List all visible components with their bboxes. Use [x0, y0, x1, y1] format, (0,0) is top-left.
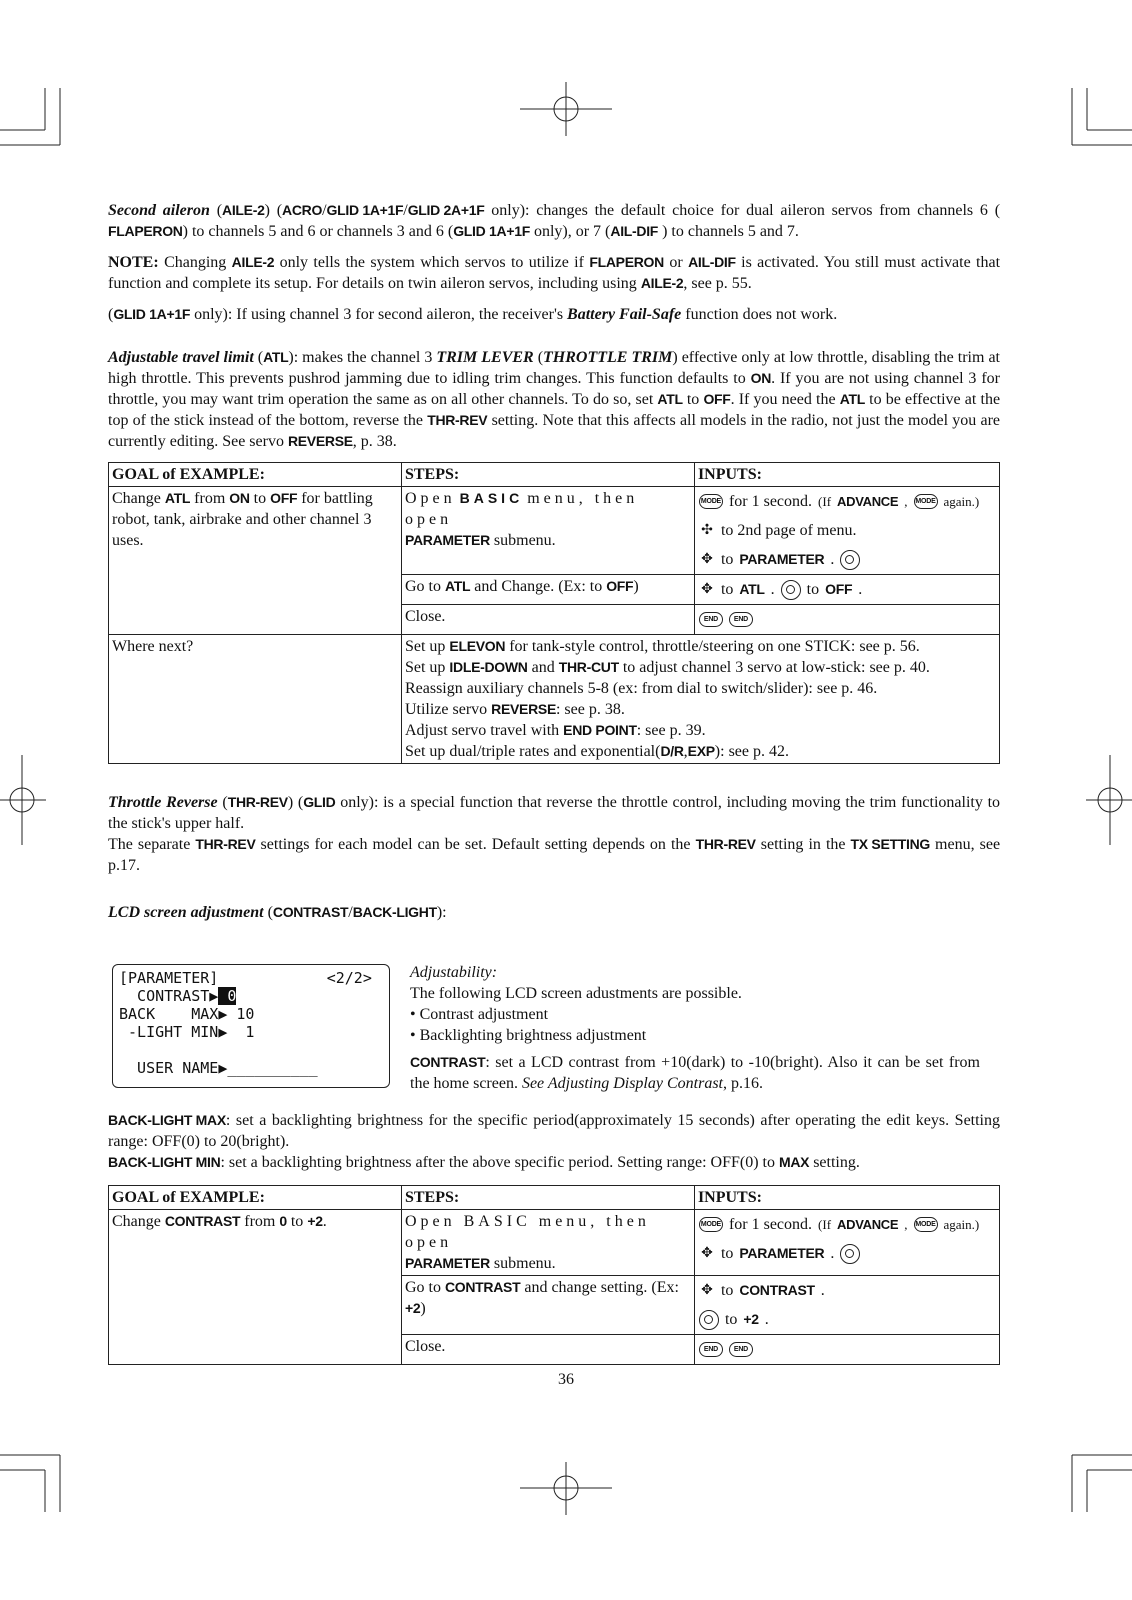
body-text: , p. 38. — [352, 433, 397, 450]
body-text: to — [720, 581, 734, 598]
body-text: Change — [112, 1213, 161, 1230]
keyword: FLAPERON — [108, 223, 183, 239]
page-number: 36 — [558, 1371, 574, 1388]
keyword: PARAMETER — [404, 532, 490, 548]
input-cell: ✥ to ATL . to OFF . — [694, 575, 999, 605]
body-text: to be effective at the top of the stick instead of the bottom, reverse the — [108, 391, 1001, 429]
dial-press-icon — [840, 550, 860, 570]
keyword: AILE-2 — [231, 254, 275, 270]
body-text: for battling robot, tank, airbrake and other channel 3 uses. — [112, 490, 373, 549]
body-text: to — [720, 1245, 734, 1262]
keyword: GLID 1A+1F — [113, 306, 191, 322]
step-cell — [401, 575, 694, 605]
body-text: only tells the system which servos to utilize if — [279, 254, 584, 271]
contrast-description — [410, 1052, 980, 1094]
bullet-item: • Backlighting brightness adjustment — [410, 1027, 647, 1044]
contrast-example-table — [108, 1185, 1000, 1365]
body-text: setting in the — [760, 836, 846, 853]
body-text: ): makes the channel 3 — [288, 349, 433, 366]
next-steps-cell: Set up ELEVON for tank-style control, throttle/steering on one STICK: see p. 56. Set up IDLE-DOWN and THR-CUT to adjust channel 3 servo at low-stick: see p. 40. Reassign auxiliary channels 5-8 (ex: from dial to switch/slider): see p. 46. Utilize servo REVERSE: see p. 38. Adjust servo travel with END POINT: see p. 39. Set up dual/triple rates and exponential(D/R,EXP): see p. 42. — [401, 635, 999, 764]
keyword: ATL — [164, 490, 191, 506]
body-text: setting. Note that this affects all models in the radio, not just the model you are currently editing. See servo — [108, 412, 1001, 450]
keyword: AILE-2 — [222, 202, 265, 218]
body-text: (If — [818, 494, 832, 509]
body-text: : see p. 39. — [636, 722, 706, 739]
lcd-contrast-value: 0 — [218, 987, 237, 1005]
keyword: ON — [750, 370, 772, 386]
body-text: Go to — [404, 1279, 441, 1296]
keyword: CONTRAST — [164, 1213, 241, 1229]
input-cell — [694, 1335, 999, 1365]
body-text: Open — [404, 490, 456, 507]
step-cell: Close. — [401, 605, 694, 635]
keyword: ATL — [444, 578, 471, 594]
body-text: ) — [420, 1300, 426, 1317]
body-text: to — [724, 1311, 738, 1328]
keyword: PARAMETER — [404, 1255, 490, 1271]
table-header: INPUTS: — [694, 463, 999, 487]
dial-icon — [781, 580, 801, 600]
body-text: : set a backlighting brightness after the above specific period. Setting range: OFF(0) to — [220, 1154, 775, 1171]
body-text: function does not work. — [685, 306, 838, 323]
end-button-icon: END — [729, 612, 753, 627]
body-text: again.) — [943, 1217, 980, 1232]
keyword: BACK-LIGHT — [352, 904, 437, 920]
section-title: Adjustable travel limit — [108, 349, 254, 366]
keyword: PARAMETER — [739, 1245, 825, 1261]
body-text: from — [244, 1213, 276, 1230]
table-row — [109, 1210, 1000, 1276]
adjustability-block — [410, 962, 980, 1094]
keyword: END POINT — [563, 722, 637, 738]
end-button-icon: END — [699, 612, 723, 627]
keyword: GLID — [303, 794, 336, 810]
keyword: BACK-LIGHT MIN — [108, 1154, 221, 1170]
body-text: only): changes the default choice for dual aileron servos from channels 6 ( — [491, 202, 1001, 219]
keyword: OFF — [825, 581, 853, 597]
keyword: PARAMETER — [739, 551, 825, 567]
glid-note-paragraph: (GLID 1A+1F only): If using channel 3 for second aileron, the receiver's Battery Fail-Safe function does not work. — [108, 306, 838, 323]
keyword: ON — [229, 490, 250, 506]
keyword: REVERSE — [287, 433, 353, 449]
body-text: menu, then open — [404, 490, 639, 528]
keyword: AILE-2 — [640, 275, 684, 291]
body-text: menu, see p.17. — [108, 836, 1001, 874]
body-text: settings for each model can be set. Default setting depends on the — [260, 836, 691, 853]
thr-rev-paragraph-2 — [108, 834, 1000, 876]
keyword: ATL — [657, 391, 683, 407]
keyword: ATL — [839, 391, 865, 407]
goal-cell: Where next? — [109, 635, 402, 764]
input-cell: MODE for 1 second. (If ADVANCE , MODE again.) ✣ to 2nd page of menu. ✥ to PARAMETER . — [694, 487, 999, 575]
body-text: Go to — [404, 578, 441, 595]
keyword: THR-REV — [195, 836, 256, 852]
step-cell — [401, 1276, 694, 1335]
backlight-min-description — [108, 1152, 1000, 1173]
body-text: to — [806, 581, 820, 598]
body-text: ): see p. 42. — [714, 743, 789, 760]
keyword: +2 — [743, 1311, 759, 1327]
keyword: TX SETTING — [850, 836, 930, 852]
body-text: Set up — [404, 638, 446, 655]
lcd-backlight-max: BACK MAX▶ 10 — [119, 1005, 255, 1023]
table-header: INPUTS: — [694, 1186, 999, 1210]
body-text: to — [253, 490, 267, 507]
keyword: CONTRAST — [410, 1054, 486, 1070]
keyword: THR-REV — [427, 412, 488, 428]
atl-example-table — [108, 462, 1000, 764]
keyword: CONTRAST — [739, 1282, 815, 1298]
keyword: THR-REV — [227, 794, 288, 810]
keyword: ATL — [263, 349, 289, 365]
keyword: ACRO — [282, 202, 323, 218]
section-title: Throttle Reverse — [108, 794, 218, 811]
keyword: BACK-LIGHT MAX — [108, 1112, 226, 1128]
emphasis: See Adjusting Display Contrast — [521, 1075, 723, 1092]
table-header: STEPS: — [401, 1186, 694, 1210]
body-text: only): If using channel 3 for second aileron, the receiver's — [194, 306, 564, 323]
end-button-icon: END — [699, 1342, 723, 1357]
body-text: ) to channels 5 and 7. — [662, 223, 799, 240]
dpad-icon: ✥ — [701, 581, 713, 597]
note-paragraph — [108, 252, 1000, 294]
dial-icon — [699, 1310, 719, 1330]
keyword: OFF — [703, 391, 731, 407]
table-header-row — [109, 1186, 1000, 1210]
keyword: +2 — [307, 1213, 323, 1229]
body-text: Adjust servo travel with — [404, 722, 560, 739]
dpad-icon: ✥ — [701, 551, 713, 567]
body-text: for tank-style control, throttle/steering on one STICK: see p. 56. — [509, 638, 920, 655]
mode-button-icon: MODE — [914, 1217, 938, 1232]
body-text: . If you need the — [730, 391, 836, 408]
body-text: and — [531, 659, 555, 676]
section-title: LCD screen adjustment — [108, 904, 264, 921]
body-text: to 2nd page of menu. — [720, 522, 857, 539]
body-text: only): is a special function that reverse the throttle control, including moving the trim functionality to the stick's upper half. — [108, 794, 1001, 832]
keyword: ADVANCE — [837, 1217, 899, 1232]
dpad-press-icon: ✣ — [701, 522, 713, 538]
input-cell — [694, 605, 999, 635]
body-text: ) to channels 5 and 6 or channels 3 and 6 ( — [182, 223, 454, 240]
table-row — [109, 635, 1000, 764]
note-label: NOTE: — [108, 254, 159, 271]
table-header: GOAL of EXAMPLE: — [109, 1186, 402, 1210]
emphasis: THROTTLE TRIM — [543, 349, 673, 366]
mode-button-icon: MODE — [699, 1217, 723, 1232]
keyword: THR-REV — [695, 836, 756, 852]
keyword: ELEVON — [449, 638, 506, 654]
keyword: GLID 1A+1F — [326, 202, 404, 218]
emphasis: TRIM LEVER — [436, 349, 534, 366]
body-text: and Change. (Ex: to — [474, 578, 603, 595]
goal-cell: Change CONTRAST from 0 to +2. — [109, 1210, 402, 1365]
body-text: ) — [633, 578, 639, 595]
keyword: IDLE-DOWN — [449, 659, 528, 675]
body-text: Open BASIC menu, then open — [404, 1213, 650, 1251]
table-header: STEPS: — [401, 463, 694, 487]
section-title: Second aileron — [108, 202, 210, 219]
body-text: submenu. — [493, 532, 556, 549]
body-text: and change setting. (Ex: — [524, 1279, 679, 1296]
mode-button-icon: MODE — [914, 494, 938, 509]
page-content — [108, 200, 1000, 933]
body-text: The separate — [108, 836, 191, 853]
keyword: REVERSE — [491, 701, 556, 717]
body-text: submenu. — [493, 1255, 556, 1272]
lcd-user-name: USER NAME▶__________ — [119, 1059, 318, 1077]
body-text: Reassign auxiliary channels 5-8 (ex: from dial to switch/slider): see p. 46. — [404, 680, 878, 697]
keyword: GLID 2A+1F — [407, 202, 485, 218]
dpad-icon: ✥ — [701, 1282, 713, 1298]
body-text: The following LCD screen adustments are possible. — [410, 985, 742, 1002]
table-header: GOAL of EXAMPLE: — [109, 463, 402, 487]
body-text: again.) — [943, 494, 980, 509]
keyword: CONTRAST — [272, 904, 349, 920]
keyword: MAX — [778, 1154, 810, 1170]
keyword: CONTRAST — [444, 1279, 521, 1295]
body-text: for 1 second. — [728, 1216, 813, 1233]
body-text: ) effective only at low throttle, disabling the trim at high throttle. This prevents pushrod jamming due to idling trim changes. This function defaults to — [108, 349, 1000, 387]
body-text: Changing — [164, 254, 227, 271]
body-text: ): — [436, 904, 447, 921]
keyword: THR-CUT — [558, 659, 619, 675]
keyword: ATL — [739, 581, 765, 597]
emphasis: Battery Fail-Safe — [567, 306, 682, 323]
body-text: or — [669, 254, 683, 271]
keyword: +2 — [404, 1300, 421, 1316]
table-row — [109, 487, 1000, 575]
body-text: . If you are not using channel 3 for throttle, you may want trim operation the same as on all other channels. To do so, set — [108, 370, 1000, 408]
lcd-title-paragraph: LCD screen adjustment (CONTRAST/BACK-LIGHT): — [108, 904, 447, 921]
mode-button-icon: MODE — [699, 494, 723, 509]
keyword: ADVANCE — [837, 494, 899, 509]
body-text: (If — [818, 1217, 832, 1232]
lcd-title: [PARAMETER] — [119, 969, 219, 987]
lcd-backlight-min: -LIGHT MIN▶ 1 — [119, 1023, 255, 1041]
body-text: Change — [112, 490, 161, 507]
keyword: D/R — [660, 743, 684, 759]
backlight-max-description — [108, 1110, 1000, 1152]
keyword: FLAPERON — [589, 254, 664, 270]
bullet-item: • Contrast adjustment — [410, 1006, 549, 1023]
adjustability-heading: Adjustability: — [410, 964, 498, 981]
end-button-icon: END — [729, 1342, 753, 1357]
goal-cell — [109, 487, 402, 635]
keyword: EXP — [687, 743, 715, 759]
step-cell — [401, 1210, 694, 1276]
body-text: to — [720, 551, 734, 568]
input-cell: ✥ to CONTRAST . to +2 . — [694, 1276, 999, 1335]
body-text: : see p. 38. — [555, 701, 625, 718]
step-cell — [401, 487, 694, 575]
body-text: , see p. 55. — [683, 275, 752, 292]
keyword: GLID 1A+1F — [453, 223, 530, 239]
step-cell: Close. — [401, 1335, 694, 1365]
body-text: to — [720, 1282, 734, 1299]
body-text: to — [686, 391, 700, 408]
keyword: AIL-DIF — [688, 254, 736, 270]
body-text: Set up — [404, 659, 446, 676]
body-text: : set a backlighting brightness for the specific period(approximately 15 seconds) after operating the edit keys. Setting range: OFF(0) to 20(bright). — [108, 1112, 1000, 1150]
body-text: to — [290, 1213, 304, 1230]
body-text: Set up dual/triple rates and exponential( — [404, 743, 661, 760]
backlight-section — [108, 1110, 1000, 1365]
lcd-page-indicator: <2/2> — [326, 969, 372, 987]
body-text: from — [194, 490, 226, 507]
keyword: 0 — [279, 1213, 287, 1229]
body-text: to adjust channel 3 servo at low-stick: see p. 40. — [622, 659, 930, 676]
lcd-screen — [112, 964, 390, 1088]
body-text: for 1 second. — [728, 493, 813, 510]
dpad-icon: ✥ — [701, 1245, 713, 1261]
thr-rev-paragraph: Throttle Reverse (THR-REV) (GLID only): is a special function that reverse the throttle control, including moving the trim functionality to the stick's upper half. — [108, 794, 1001, 832]
keyword: AIL-DIF — [610, 223, 659, 239]
atl-paragraph: Adjustable travel limit (ATL): makes the channel 3 TRIM LEVER (THROTTLE TRIM) effective only at low throttle, disabling the trim at high throttle. This prevents pushrod jamming due to idling trim changes. This function defaults to ON. If you are not using channel 3 for throttle, you may want trim operation the same as on all other channels. To do so, set ATL to OFF. If you need the ATL to be effective at the top of the stick instead of the bottom, reverse the THR-REV setting. Note that this affects all models in the radio, not just the model you are currently editing. See servo REVERSE, p. 38. — [108, 349, 1001, 450]
input-cell: MODE for 1 second. (If ADVANCE , MODE again.) ✥ to PARAMETER . — [694, 1210, 999, 1276]
second-aileron-paragraph: Second aileron (AILE-2) (ACRO/GLID 1A+1F/GLID 2A+1F only): changes the default choice for dual aileron servos from channels 6 (FLAPERON) to channels 5 and 6 or channels 3 and 6 (GLID 1A+1F only), or 7 (AIL-DIF ) to channels 5 and 7. — [108, 202, 1001, 240]
table-header-row — [109, 463, 1000, 487]
body-text: : set a LCD contrast from +10(dark) to -10(bright). Also it can be set from the home screen. — [410, 1054, 980, 1092]
lcd-contrast-label: CONTRAST▶ — [119, 987, 219, 1005]
keyword: OFF — [270, 490, 298, 506]
keyword: BASIC — [459, 490, 524, 506]
body-text: only), or 7 ( — [533, 223, 611, 240]
keyword: OFF — [606, 578, 634, 594]
body-text: Utilize servo — [404, 701, 488, 718]
body-text: setting. — [813, 1154, 860, 1171]
body-text: is activated. You still must activate that function and complete its setup. For details on twin aileron servos, including using — [108, 254, 1001, 292]
body-text: , p.16. — [723, 1075, 763, 1092]
dial-press-icon — [840, 1244, 860, 1264]
